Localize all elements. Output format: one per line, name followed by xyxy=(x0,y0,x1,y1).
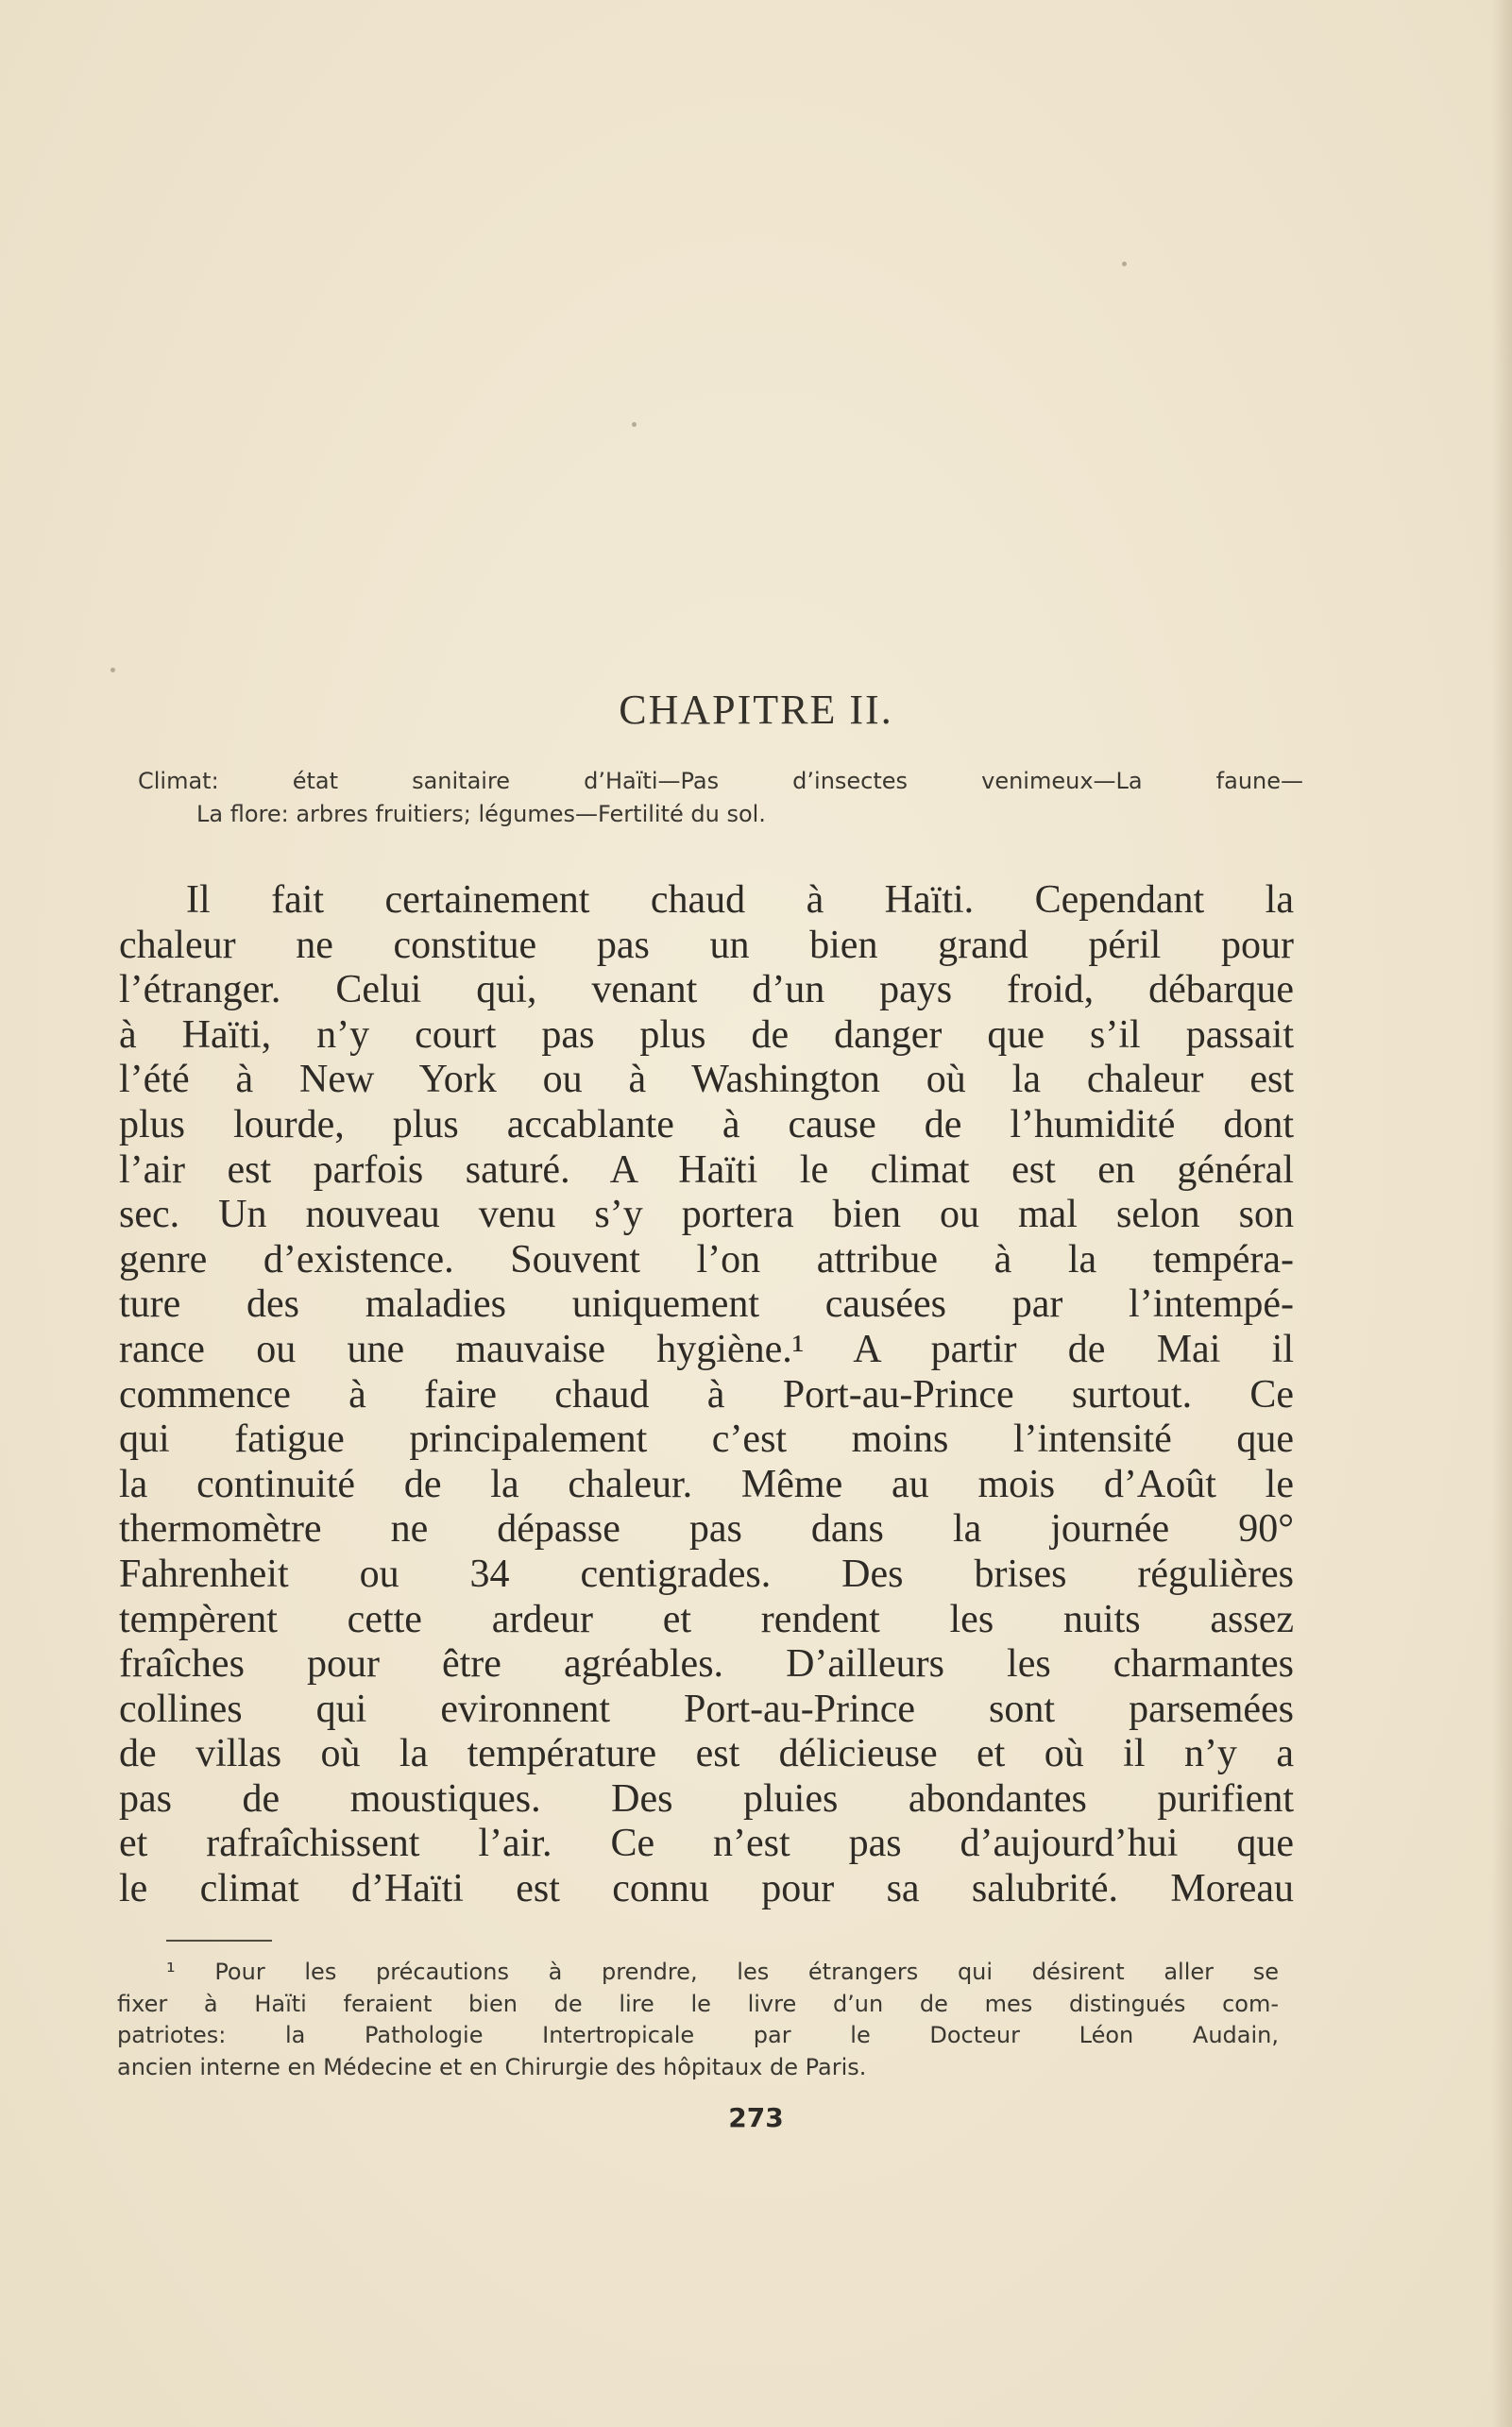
body-line: le climat d’Haïti est connu pour sa salubrité. Moreau xyxy=(119,1867,1294,1911)
footnote-line: patriotes: la Pathologie Intertropicale par le Docteur Léon Audain, xyxy=(117,2022,1279,2048)
body-line: de villas où la température est délicieuse et où il n’y a xyxy=(119,1732,1294,1776)
paper-speck xyxy=(1122,262,1127,266)
body-line: l’été à New York ou à Washington où la chaleur est xyxy=(119,1058,1294,1102)
body-line: à Haïti, n’y court pas plus de danger que s’il passait xyxy=(119,1012,1294,1057)
body-line: et rafraîchissent l’air. Ce n’est pas d’aujourd’hui que xyxy=(119,1822,1294,1866)
body-line: l’air est parfois saturé. A Haïti le climat est en général xyxy=(119,1147,1294,1192)
body-line: chaleur ne constitue pas un bien grand péril pour xyxy=(119,923,1294,967)
body-line: fraîches pour être agréables. D’ailleurs les charmantes xyxy=(119,1642,1294,1687)
summary-line: La flore: arbres fruitiers; légumes—Fertilité du sol. xyxy=(196,801,766,827)
footnote-line: ¹ Pour les précautions à prendre, les étrangers qui désirent aller se xyxy=(166,1959,1279,1985)
footnote xyxy=(117,1957,1279,2083)
body-line: plus lourde, plus accablante à cause de l’humidité dont xyxy=(119,1102,1294,1146)
body-line: Il fait certainement chaud à Haïti. Cependant la xyxy=(186,878,1294,922)
paper-speck xyxy=(110,668,115,672)
footnote-divider xyxy=(166,1940,272,1942)
body-line: rance ou une mauvaise hygiène.¹ A partir de Mai il xyxy=(119,1327,1294,1371)
body-line: tempèrent cette ardeur et rendent les nuits assez xyxy=(119,1597,1294,1641)
footnote-line: ancien interne en Médecine et en Chirurgie des hôpitaux de Paris. xyxy=(117,2053,867,2080)
body-paragraph xyxy=(119,878,1294,1912)
chapter-summary xyxy=(138,765,1303,831)
body-line: qui fatigue principalement c’est moins l’intensité que xyxy=(119,1417,1294,1462)
chapter-title: CHAPITRE II. xyxy=(619,687,893,733)
paper-speck xyxy=(632,422,637,427)
body-line: pas de moustiques. Des pluies abondantes purifient xyxy=(119,1776,1294,1821)
page-edge-shadow xyxy=(1491,0,1512,2427)
body-line: thermomètre ne dépasse pas dans la journée 90° xyxy=(119,1507,1294,1552)
page-number: 273 xyxy=(728,2102,784,2133)
body-line: genre d’existence. Souvent l’on attribue à la tempéra- xyxy=(119,1237,1294,1281)
summary-line: Climat: état sanitaire d’Haïti—Pas d’insectes venimeux—La faune— xyxy=(138,768,1303,794)
footnote-line: fixer à Haïti feraient bien de lire le livre d’un de mes distingués com- xyxy=(117,1990,1279,2017)
body-line: ture des maladies uniquement causées par l’intempé- xyxy=(119,1282,1294,1327)
body-line: sec. Un nouveau venu s’y portera bien ou mal selon son xyxy=(119,1193,1294,1237)
body-line: commence à faire chaud à Port-au-Prince surtout. Ce xyxy=(119,1372,1294,1417)
body-line: collines qui evironnent Port-au-Prince sont parsemées xyxy=(119,1687,1294,1731)
body-line: l’étranger. Celui qui, venant d’un pays froid, débarque xyxy=(119,968,1294,1012)
body-line: Fahrenheit ou 34 centigrades. Des brises régulières xyxy=(119,1552,1294,1596)
body-line: la continuité de la chaleur. Même au mois d’Août le xyxy=(119,1462,1294,1506)
